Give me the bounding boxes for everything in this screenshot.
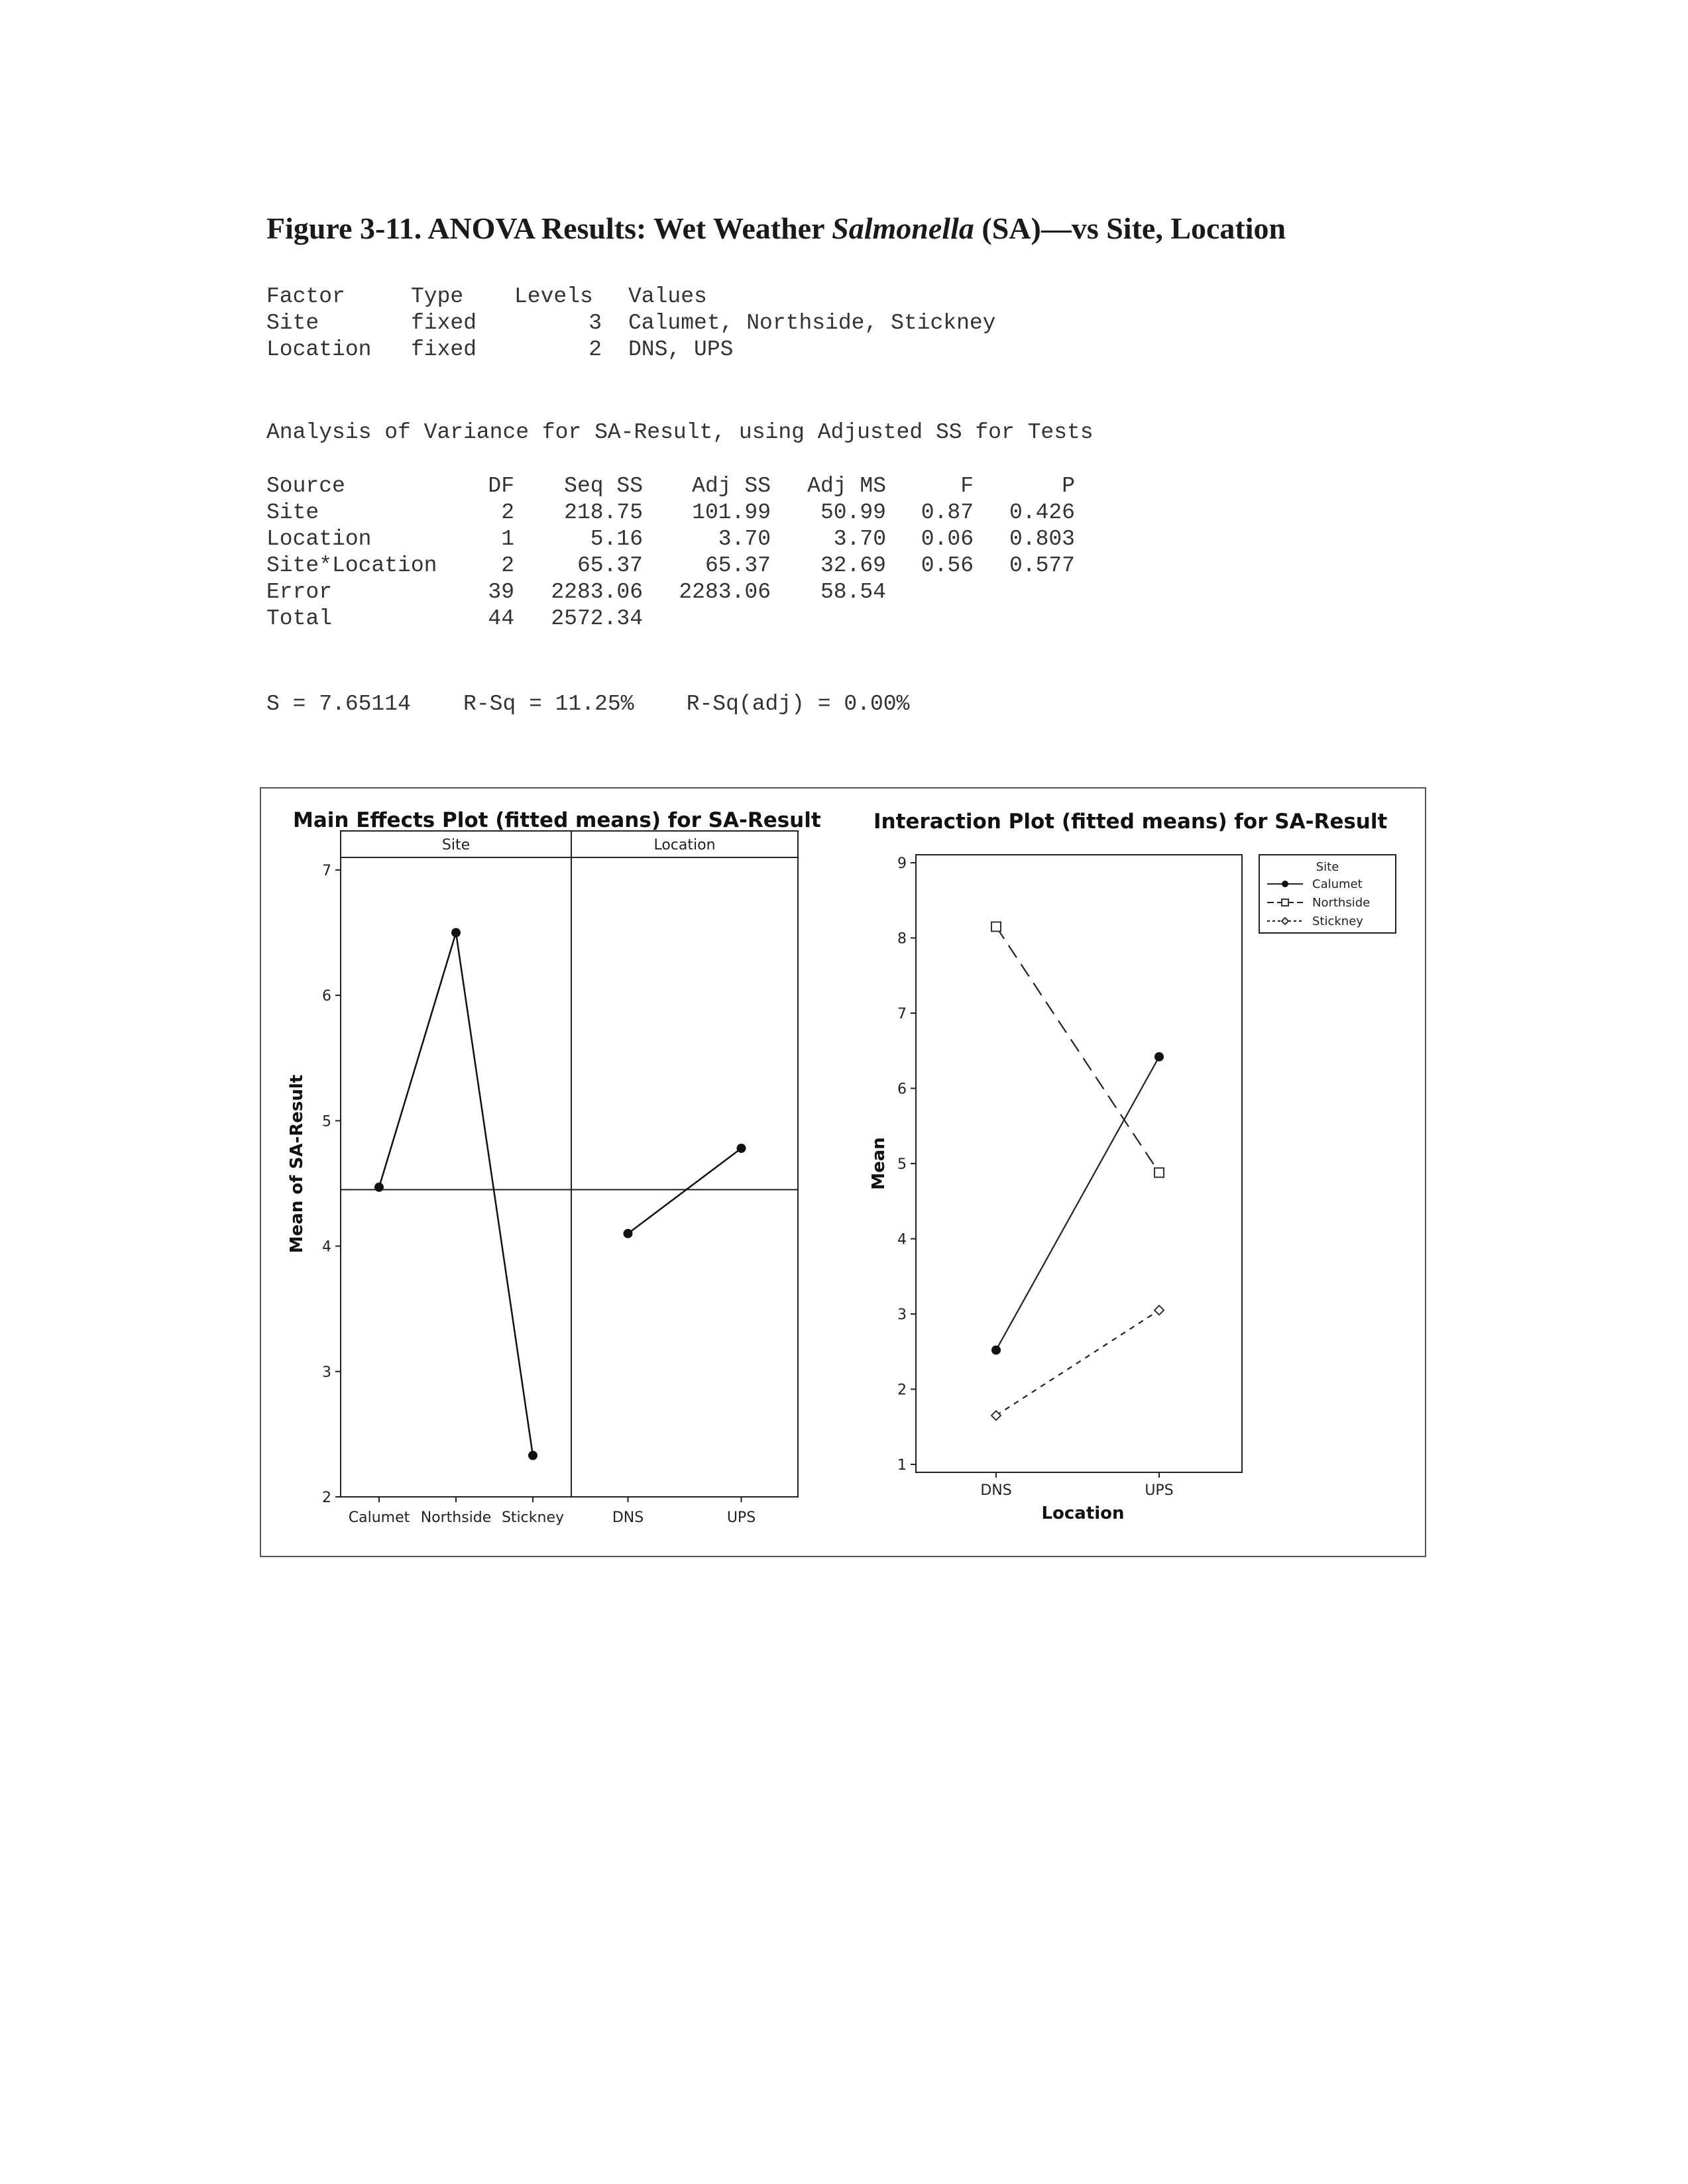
anova-cell: 32.69 — [820, 553, 886, 578]
x-axis-label: Location — [1041, 1503, 1125, 1523]
anova-cell: Site*Location — [266, 553, 437, 578]
anova-cell: 0.426 — [1009, 500, 1075, 525]
main-effect-line — [379, 933, 533, 1456]
anova-header-cell: DF — [488, 474, 514, 498]
y-tick-label: 3 — [322, 1364, 331, 1381]
series-line — [996, 926, 1159, 1172]
figure-title: Figure 3-11. ANOVA Results: Wet Weather Salmonella (SA)—vs Site, Location — [266, 211, 1286, 245]
anova-cell — [974, 579, 1075, 606]
y-tick-label: 9 — [897, 855, 907, 872]
legend-title: Site — [1316, 860, 1339, 874]
factor-header-cell: Levels — [514, 284, 593, 309]
anova-header-cell: Seq SS — [564, 474, 643, 498]
interaction-title: Interaction Plot (fitted means) for SA-Result — [873, 810, 1388, 834]
anova-header-cell: P — [1062, 474, 1075, 498]
factor-table — [266, 284, 996, 363]
anova-table — [266, 473, 1075, 632]
anova-cell: 5.16 — [590, 527, 643, 551]
main-effects-title: Main Effects Plot (fitted means) for SA-Result — [293, 808, 821, 832]
series-point — [1154, 1305, 1164, 1315]
figure-frame — [260, 787, 1426, 1557]
anova-cell: 65.37 — [577, 553, 643, 578]
interaction-plot — [869, 855, 1396, 1523]
anova-row — [266, 579, 1075, 606]
y-tick-label: 4 — [897, 1231, 907, 1248]
x-tick-label: Northside — [420, 1509, 492, 1526]
anova-cell: 0.87 — [921, 500, 974, 525]
series-point — [991, 1411, 1001, 1420]
panel-header-label: Site — [441, 837, 471, 853]
anova-cell: Total — [266, 606, 333, 631]
anova-cell — [974, 606, 1075, 632]
main-effect-line — [628, 1148, 742, 1234]
anova-cell: 58.54 — [820, 580, 886, 604]
anova-header-cell: Adj MS — [807, 474, 886, 498]
anova-row — [266, 553, 1075, 579]
anova-cell: 2572.34 — [551, 606, 643, 631]
x-tick-label: UPS — [1145, 1482, 1174, 1499]
main-effect-point — [374, 1183, 384, 1192]
factor-cell: fixed — [411, 311, 477, 335]
anova-header-cell: Source — [266, 474, 345, 498]
anova-cell: 0.56 — [921, 553, 974, 578]
anova-cell: 101.99 — [692, 500, 771, 525]
anova-cell: 0.803 — [1009, 527, 1075, 551]
anova-cell — [886, 606, 974, 632]
anova-row — [266, 606, 1075, 632]
y-axis-label: Mean of SA-Result — [287, 1074, 307, 1254]
anova-header-cell: Adj SS — [692, 474, 771, 498]
y-tick-label: 6 — [897, 1081, 907, 1098]
factor-row — [266, 310, 996, 337]
anova-cell — [886, 579, 974, 606]
figure-svg — [261, 789, 1425, 1556]
x-tick-label: DNS — [612, 1509, 644, 1526]
series-point — [1282, 881, 1288, 887]
anova-cell: 2 — [501, 553, 514, 578]
y-axis-label: Mean — [869, 1137, 889, 1190]
factor-row — [266, 337, 996, 363]
factor-cell: Site — [266, 311, 319, 335]
main-effect-point — [737, 1144, 746, 1153]
anova-cell: 65.37 — [704, 553, 771, 578]
anova-cell: 50.99 — [820, 500, 886, 525]
factor-cell: 2 — [589, 337, 602, 362]
factor-header-row — [266, 284, 996, 310]
factor-header-cell: Type — [411, 284, 464, 309]
y-tick-label: 2 — [897, 1382, 907, 1399]
y-tick-label: 7 — [322, 862, 331, 879]
y-tick-label: 5 — [322, 1113, 331, 1130]
anova-cell — [771, 606, 886, 632]
y-tick-label: 4 — [322, 1238, 331, 1256]
y-tick-label: 1 — [897, 1457, 907, 1474]
anova-cell: 44 — [488, 606, 514, 631]
series-line — [996, 1057, 1159, 1350]
main-effects-frame — [341, 831, 798, 1497]
anova-header-row — [266, 473, 1075, 500]
anova-cell: Location — [266, 527, 372, 551]
x-tick-label: Calumet — [348, 1509, 410, 1526]
factor-header-cell: Values — [628, 284, 707, 309]
factor-cell: Calumet, Northside, Stickney — [628, 311, 996, 335]
anova-heading: Analysis of Variance for SA-Result, using Adjusted SS for Tests — [266, 420, 1094, 445]
anova-row — [266, 500, 1075, 526]
anova-cell: 2283.06 — [679, 580, 771, 604]
anova-header-cell: F — [960, 474, 974, 498]
legend-item-label: Calumet — [1312, 877, 1363, 891]
anova-row — [266, 526, 1075, 553]
x-tick-label: Stickney — [501, 1509, 565, 1526]
anova-cell: Site — [266, 500, 319, 525]
anova-cell: 1 — [501, 527, 514, 551]
anova-cell: 0.06 — [921, 527, 974, 551]
anova-cell: Error — [266, 580, 333, 604]
factor-cell: DNS, UPS — [628, 337, 734, 362]
factor-header-cell: Factor — [266, 284, 345, 309]
y-tick-label: 5 — [897, 1156, 907, 1173]
x-tick-label: DNS — [980, 1482, 1012, 1499]
series-point — [991, 1345, 1001, 1354]
anova-cell: 3.70 — [833, 527, 886, 551]
series-point — [1154, 1052, 1164, 1062]
main-effects-plot — [287, 831, 798, 1526]
legend-item-label: Northside — [1312, 896, 1371, 910]
y-tick-label: 3 — [897, 1307, 907, 1323]
anova-cell: 2 — [501, 500, 514, 525]
interaction-frame — [916, 855, 1242, 1472]
anova-cell: 218.75 — [564, 500, 643, 525]
anova-cell: 2283.06 — [551, 580, 643, 604]
series-point — [1154, 1168, 1164, 1177]
y-tick-label: 2 — [322, 1490, 331, 1506]
series-line — [996, 1310, 1159, 1415]
anova-cell: 39 — [488, 580, 514, 604]
y-tick-label: 7 — [897, 1006, 907, 1022]
factor-cell: fixed — [411, 337, 477, 362]
anova-cell: 3.70 — [718, 527, 771, 551]
anova-cell: 0.577 — [1009, 553, 1075, 578]
panel-header-label: Location — [653, 837, 716, 853]
legend-item-label: Stickney — [1312, 914, 1363, 928]
factor-cell: Location — [266, 337, 372, 362]
x-tick-label: UPS — [726, 1509, 756, 1526]
main-effect-point — [624, 1229, 633, 1238]
y-tick-label: 8 — [897, 930, 907, 948]
y-tick-label: 6 — [322, 988, 331, 1005]
model-summary: S = 7.65114 R-Sq = 11.25% R-Sq(adj) = 0.00% — [266, 692, 910, 716]
series-point — [1282, 899, 1288, 906]
series-point — [991, 922, 1001, 931]
factor-cell: 3 — [589, 311, 602, 335]
main-effect-point — [451, 928, 461, 938]
anova-cell — [643, 606, 771, 632]
main-effect-point — [528, 1451, 537, 1460]
